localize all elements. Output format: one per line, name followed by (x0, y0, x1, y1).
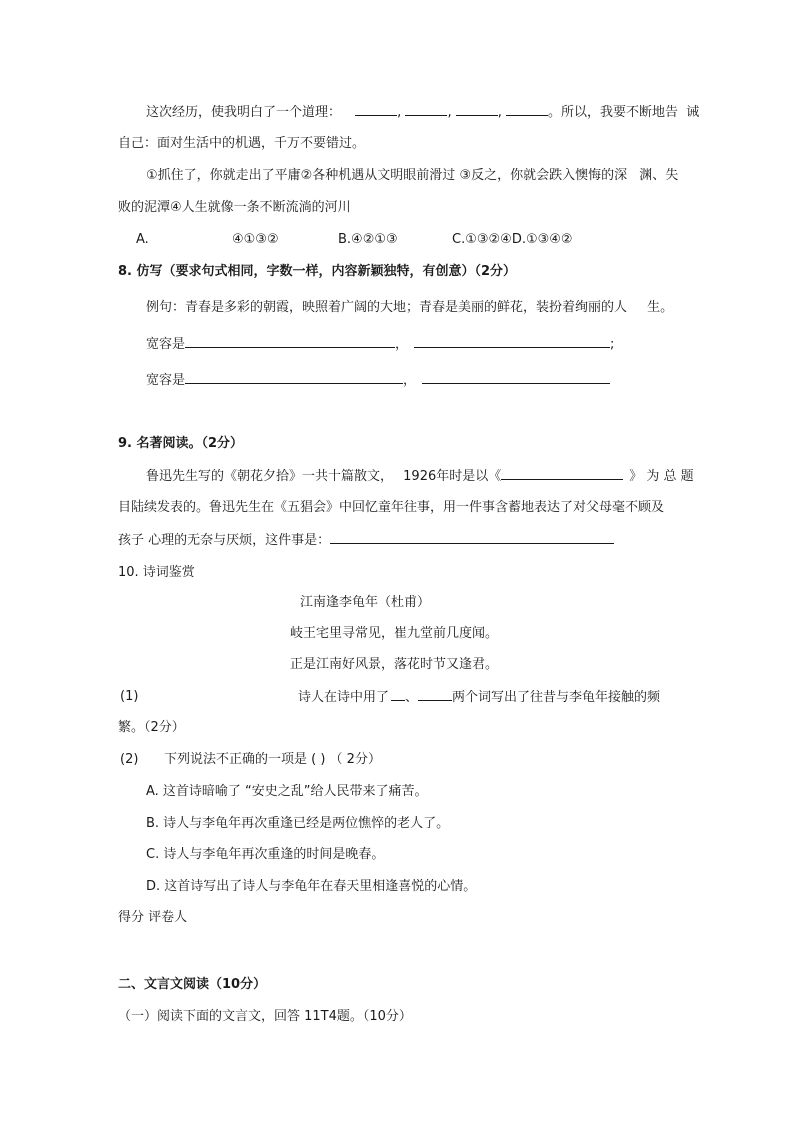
q10-sub2-number: (2) (120, 752, 139, 767)
q8-prefix: 宽容是 (146, 373, 186, 388)
q8-answer-line-1 (146, 334, 614, 355)
ordering-items: ①抓住了，你就走出了平庸②各种机遇从文明眼前滑过 ③反之，你就会跌入懊悔的深 (146, 168, 628, 183)
q8-example (146, 298, 673, 318)
q8-comma: ， (395, 337, 409, 352)
ordering-items-cont: 渊、失 (639, 168, 679, 183)
q10-blank-2[interactable] (418, 687, 452, 701)
q10-sub1-text (298, 687, 660, 708)
q8-comma: ， (403, 373, 417, 388)
q9-text-c: 》 为 总 题 (629, 469, 694, 484)
option-a-label[interactable]: A. (136, 232, 149, 247)
q8-prefix: 宽容是 (146, 337, 186, 352)
passage-lead: 这次经历，使我明白了一个道理： (146, 105, 342, 120)
option-a-value[interactable]: ④①③② (232, 232, 279, 247)
q8-example-tail: 生。 (647, 300, 674, 315)
q8-blank-1a[interactable] (185, 334, 395, 348)
section-2-title: 二、文言文阅读（10分） (118, 977, 267, 992)
separator: , (447, 105, 452, 120)
separator: , (497, 105, 502, 120)
q10-sub1-number: (1) (120, 689, 139, 704)
blank-2[interactable] (405, 102, 447, 116)
option-b[interactable]: B.④②①③ (338, 232, 398, 247)
separator: , (397, 105, 402, 120)
q10-option-a[interactable]: A. 这首诗暗喻了 “安史之乱”给人民带来了痛苦。 (146, 784, 428, 799)
passage-tail: 。所以，我要不断地告 (548, 105, 679, 120)
q9-line-1 (146, 466, 694, 487)
q9-blank-event[interactable] (330, 530, 614, 544)
q8-title: 8. 仿写（要求句式相同，字数一样，内容新颖独特，有创意）（2分） (118, 264, 517, 279)
section-2-subtitle: （一）阅读下面的文言文，回答 11T4题。（10分） (118, 1009, 412, 1024)
q10-sub1-text-c: 两个词写出了往昔与李龟年接触的频 (452, 690, 661, 705)
poem-title: 江南逢李龟年（杜甫） (300, 595, 431, 610)
q10-option-b[interactable]: B. 诗人与李龟年再次重逢已经是两位憔悴的老人了。 (146, 816, 450, 831)
passage-line-3 (146, 166, 678, 186)
q9-text-b: 1926年时是以《 (403, 469, 502, 484)
q10-blank-1[interactable] (391, 687, 405, 701)
q10-title: 10. 诗词鉴赏 (118, 565, 195, 580)
score-grader-line: 得分 评卷人 (118, 910, 188, 925)
blank-4[interactable] (506, 102, 548, 116)
q10-sub1-text-a: 诗人在诗中用了 (298, 690, 390, 705)
q8-blank-2b[interactable] (422, 370, 610, 384)
q8-answer-line-2 (146, 370, 610, 391)
q10-sub2-text: 下列说法不正确的一项是 ( ) （ 2分） (164, 752, 381, 767)
q9-line-2: 目陆续发表的。鲁迅先生在《五猖会》中回忆童年往事，用一件事含蓄地表达了对父母毫不顾及 (118, 500, 665, 515)
q8-blank-1b[interactable] (414, 334, 610, 348)
passage-tail-2: 诫 (686, 105, 700, 120)
poem-line-1: 岐王宅里寻常见，崔九堂前几度闻。 (290, 626, 499, 641)
passage-line-2: 自己：面对生活中的机遇，千万不要错过。 (118, 136, 366, 151)
poem-line-2: 正是江南好风景，落花时节又逢君。 (290, 657, 499, 672)
q9-title: 9. 名著阅读。（2分） (118, 436, 244, 451)
q10-sub1-text-b: 、 (405, 690, 419, 705)
option-c-d[interactable]: C.①③②④D.①③④② (452, 232, 573, 247)
q9-blank-title[interactable] (501, 466, 623, 480)
q10-option-c[interactable]: C. 诗人与李龟年再次重逢的时间是晚春。 (146, 847, 385, 862)
blank-3[interactable] (456, 102, 498, 116)
q10-sub1-cont: 繁。（2分） (118, 720, 185, 735)
q8-semicolon: ; (610, 337, 615, 352)
blank-1[interactable] (355, 102, 397, 116)
q9-text-a: 鲁迅先生写的《朝花夕拾》一共十篇散文， (146, 469, 394, 484)
q10-option-d[interactable]: D. 这首诗写出了诗人与李龟年在春天里相逢喜悦的心情。 (146, 879, 477, 894)
passage-line-1 (146, 102, 699, 123)
q9-line-3 (118, 530, 614, 551)
q8-blank-2a[interactable] (185, 370, 403, 384)
q8-example-text: 例句：青春是多彩的朝霞，映照着广阔的大地；青春是美丽的鲜花，装扮着绚丽的人 (146, 300, 628, 315)
q9-text-3: 孩子 心理的无奈与厌烦，这件事是： (118, 533, 331, 548)
passage-line-4: 败的泥潭④人生就像一条不断流淌的河川 (118, 200, 351, 215)
